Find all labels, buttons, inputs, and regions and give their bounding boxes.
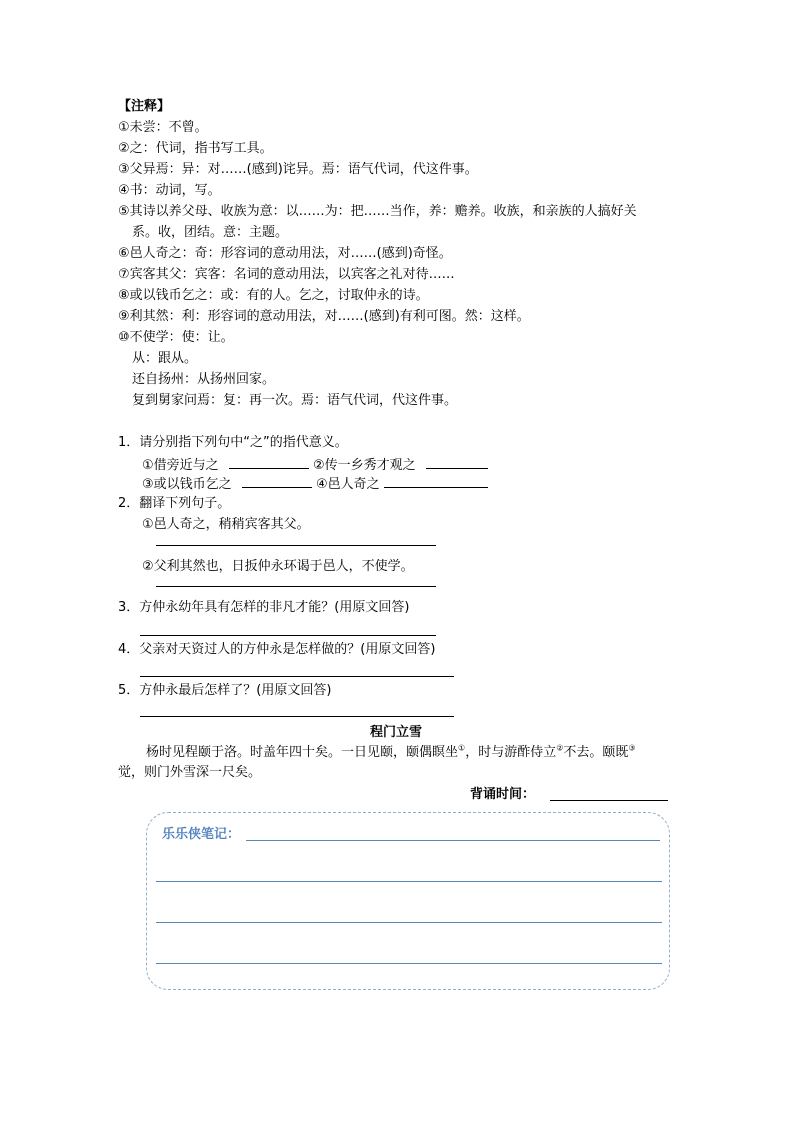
question-5-prompt: 5．方仲永最后怎样了？(用原文回答) [118,683,332,698]
question-2-sentence-2: ②父利其然也，日扳仲永环谒于邑人，不使学。 [142,559,414,574]
question-2-sentence-1: ①邑人奇之，稍稍宾客其父。 [142,517,310,532]
recite-time-label: 背诵时间： [470,787,536,802]
note-line: 系。收，团结。意：主题。 [132,225,289,240]
notes-heading: 【注释】 [118,99,171,114]
note-line: 复到舅家问焉：复：再一次。焉：语气代词，代这件事。 [132,393,458,408]
answer-line[interactable] [156,545,436,546]
note-line: ⑦宾客其父：宾客：名词的意动用法，以宾客之礼对待…… [118,267,455,282]
note-line: 从：跟从。 [132,351,198,366]
question-1-item-a: ①借旁近与之 [142,458,219,473]
question-1-prompt: 1．请分别指下列句中“之”的指代意义。 [118,435,348,450]
question-4-prompt: 4．父亲对天资过人的方仲永是怎样做的？(用原文回答) [118,642,436,657]
note-line: ④书：动词，写。 [118,183,221,198]
answer-blank[interactable] [229,455,309,469]
notebook-line[interactable] [156,881,662,882]
note-line: ③父异焉：异：对……(感到)诧异。焉：语气代词，代这件事。 [118,162,478,177]
notebook-line[interactable] [156,922,662,923]
question-1-item-d: ④邑人奇之 [315,477,380,492]
notebook-label: 乐乐侠笔记： [162,827,241,842]
question-1-row-1 [142,455,488,475]
note-line: ⑧或以钱币乞之：或：有的人。乞之，讨取仲永的诗。 [118,288,429,303]
question-2-prompt: 2．翻译下列句子。 [118,496,231,511]
question-1-item-c: ③或以钱币乞之 [142,477,232,492]
note-line: ⑥邑人奇之：奇：形容词的意动用法，对……(感到)奇怪。 [118,246,452,261]
answer-blank[interactable] [242,474,312,488]
footnote-mark: ① [458,743,466,753]
question-1-row-2 [142,474,488,494]
passage-line-1: 杨时见程颐于洛。时盖年四十矣。一日见颐，颐偶瞑坐①，时与游酢侍立②不去。颐既③ [146,743,636,760]
question-1-item-b: ②传一乡秀才观之 [312,458,416,473]
answer-line[interactable] [156,586,436,587]
footnote-mark: ③ [628,743,636,753]
answer-blank[interactable] [426,455,488,469]
footnote-mark: ② [556,743,564,753]
answer-line[interactable] [140,635,436,636]
passage-line-2: 觉，则门外雪深一尺矣。 [118,765,262,780]
note-line: ⑨利其然：利：形容词的意动用法，对……(感到)有利可图。然：这样。 [118,309,530,324]
answer-line[interactable] [140,676,454,677]
note-line: ⑩不使学：使：让。 [118,330,234,345]
notebook-line[interactable] [156,963,662,964]
note-line: ②之：代词，指书写工具。 [118,141,273,156]
note-line: ⑤其诗以养父母、收族为意：以……为：把……当作，养：赡养。收族，和亲族的人搞好关 [118,204,637,219]
answer-line[interactable] [140,716,454,717]
notebook-line[interactable] [246,840,660,841]
passage-title: 程门立雪 [370,725,423,740]
note-line: ①未尝：不曾。 [118,120,208,135]
recite-time-blank[interactable] [550,800,668,801]
question-3-prompt: 3．方仲永幼年具有怎样的非凡才能？(用原文回答) [118,600,410,615]
note-line: 还自扬州：从扬州回家。 [132,372,276,387]
answer-blank[interactable] [384,474,488,488]
